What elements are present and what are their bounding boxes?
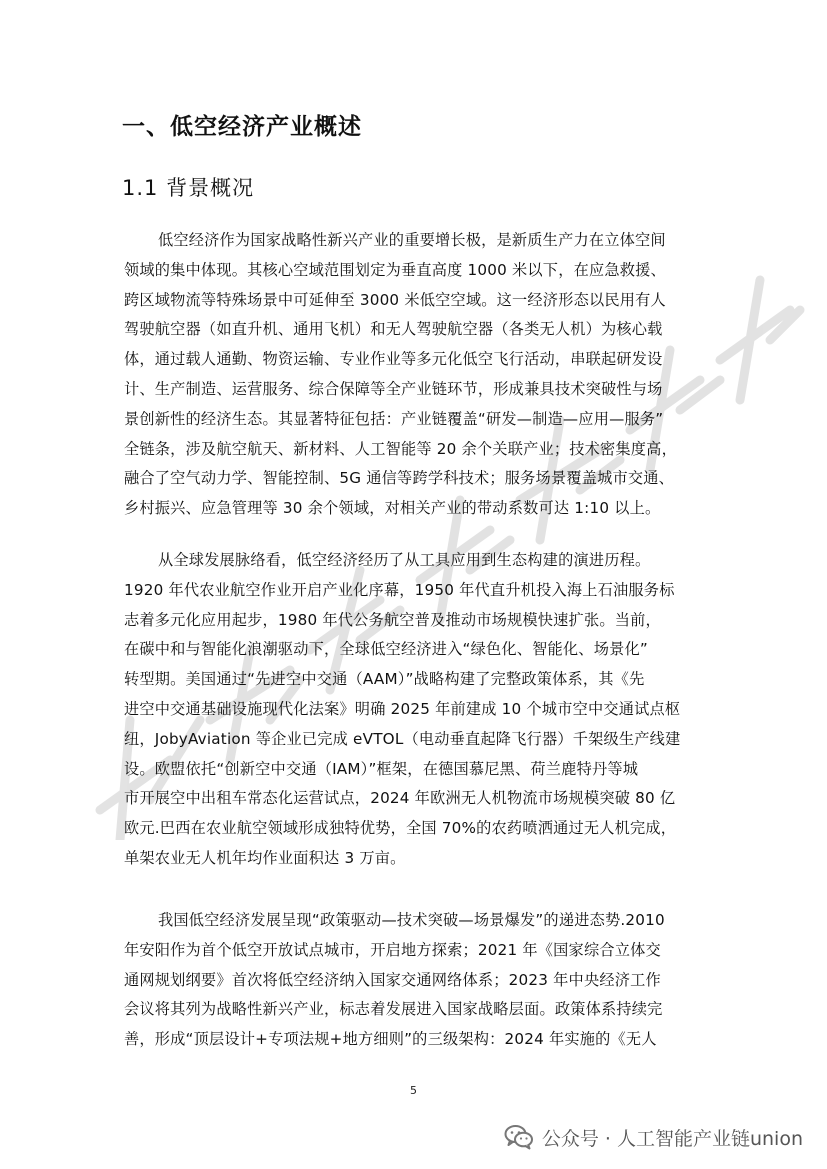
paragraph-1 [124, 226, 704, 524]
paragraph-line: 融合了空气动力学、智能控制、5G 通信等跨学科技术；服务场景覆盖城市交通、 [124, 469, 675, 488]
paragraph-line: 年安阳作为首个低空开放试点城市，开启地方探索；2021 年《国家综合立体交 [124, 940, 661, 959]
paragraph-line: 乡村振兴、应急管理等 30 余个领域，对相关产业的带动系数可达 1:10 以上。 [124, 499, 661, 518]
paragraph-line: 低空经济作为国家战略性新兴产业的重要增长极，是新质生产力在立体空间 [158, 231, 666, 249]
paragraph-line: 转型期。美国通过“先进空中交通（AAM）”战略构建了完整政策体系，其《先 [124, 670, 645, 689]
paragraph-2 [124, 546, 704, 874]
paragraph-line: 会议将其列为战略性新兴产业，标志着发展进入国家战略层面。政策体系持续完 [124, 1000, 663, 1019]
paragraph-line: 景创新性的经济生态。其显著特征包括：产业链覆盖“研发—制造—应用—服务” [124, 409, 664, 428]
wechat-icon [504, 1124, 534, 1150]
subsection-heading: 1.1 背景概况 [122, 176, 255, 200]
paragraph-line: 我国低空经济发展呈现“政策驱动—技术突破—场景爆发”的递进态势.2010 [158, 911, 665, 929]
paragraph-line: 设。欧盟依托“创新空中交通（IAM）”框架，在德国慕尼黑、荷兰鹿特丹等城 [124, 759, 639, 778]
paragraph-line: 跨区域物流等特殊场景中可延伸至 3000 米低空空域。这一经济形态以民用有人 [124, 290, 666, 309]
paragraph-line: 计、生产制造、运营服务、综合保障等全产业链环节，形成兼具技术突破性与场 [124, 379, 663, 398]
paragraph-line: 体，通过载人通勤、物资运输、专业作业等多元化低空飞行活动，串联起研发设 [124, 350, 663, 369]
paragraph-line: 驾驶航空器（如直升机、通用飞机）和无人驾驶航空器（各类无人机）为核心载 [124, 320, 663, 339]
paragraph-line: 全链条，涉及航空航天、新材料、人工智能等 20 余个关联产业；技术密集度高， [124, 439, 677, 458]
wechat-account-banner[interactable] [504, 1120, 803, 1154]
paragraph-line: 志着多元化应用起步，1980 年代公务航空普及推动市场规模快速扩张。当前， [124, 610, 661, 629]
paragraph-line: 领域的集中体现。其核心空域范围划定为垂直高度 1000 米以下，在应急救援、 [124, 260, 666, 279]
paragraph-line: 欧元.巴西在农业航空领域形成独特优势，全国 70%的农药喷洒通过无人机完成， [124, 819, 677, 838]
paragraph-line: 进空中交通基础设施现代化法案》明确 2025 年前建成 10 个城市空中交通试点枢 [124, 699, 681, 718]
page-number: 5 [410, 1084, 417, 1097]
paragraph-line: 市开展空中出租车常态化运营试点，2024 年欧洲无人机物流市场规模突破 80 亿 [124, 789, 676, 808]
paragraph-line: 纽，JobyAviation 等企业已完成 eVTOL（电动垂直起降飞行器）千架级生产线建 [124, 729, 681, 748]
paragraph-line: 在碳中和与智能化浪潮驱动下，全球低空经济进入“绿色化、智能化、场景化” [124, 640, 648, 659]
paragraph-line: 善，形成“顶层设计+专项法规+地方细则”的三级架构：2024 年实施的《无人 [124, 1030, 657, 1049]
wechat-account-name: 公众号 · 人工智能产业链union [541, 1127, 803, 1150]
paragraph-line: 1920 年代农业航空作业开启产业化序幕，1950 年代直升机投入海上石油服务标 [124, 580, 675, 599]
section-heading: 一、低空经济产业概述 [122, 114, 362, 140]
paragraph-3 [124, 906, 704, 1055]
paragraph-line: 通网规划纲要》首次将低空经济纳入国家交通网络体系；2023 年中央经济工作 [124, 970, 661, 989]
paragraph-line: 从全球发展脉络看，低空经济经历了从工具应用到生态构建的演进历程。 [158, 551, 651, 569]
paragraph-line: 单架农业无人机年均作业面积达 3 万亩。 [124, 848, 406, 867]
